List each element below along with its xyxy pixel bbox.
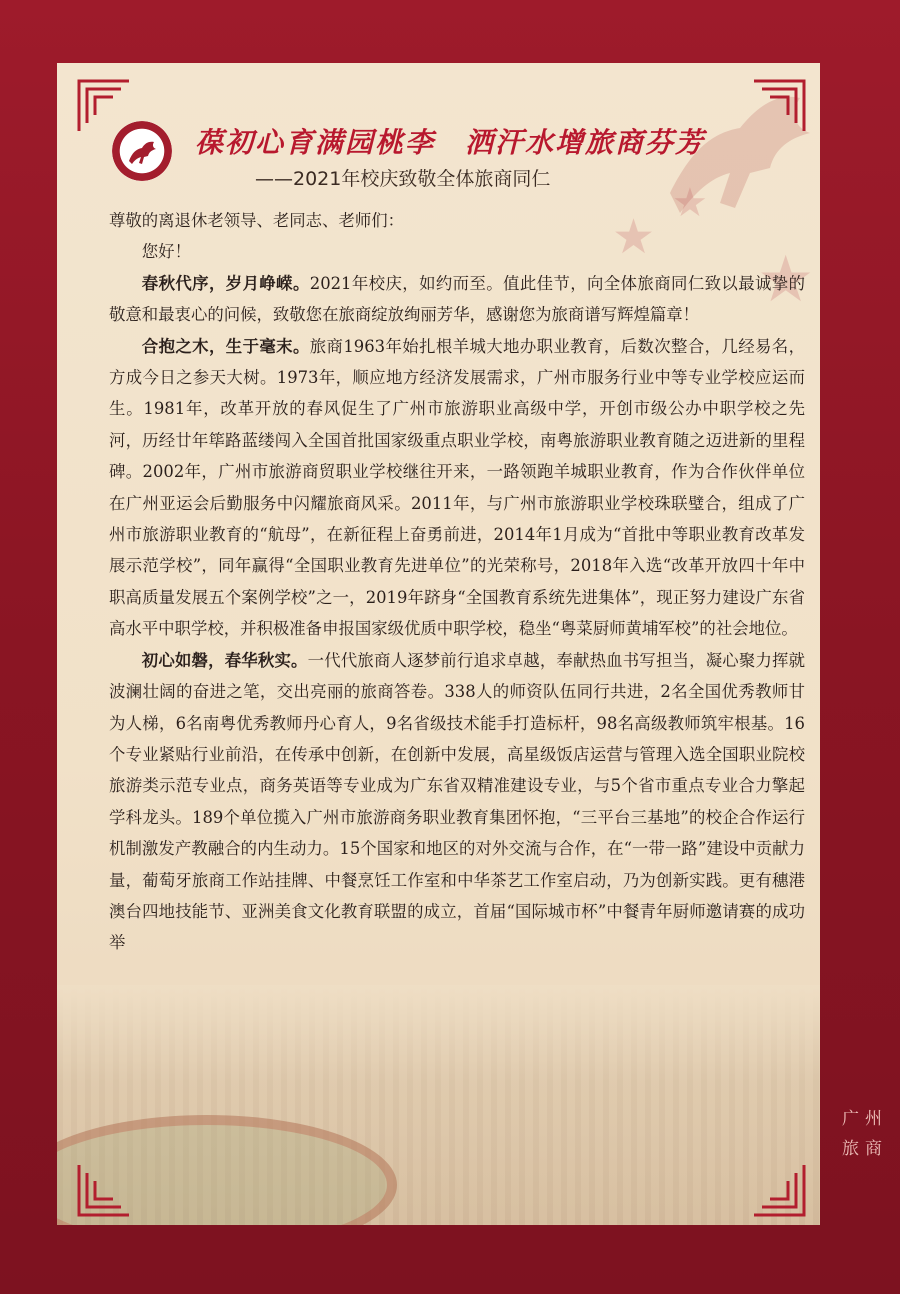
side-caption: 广州 旅商	[842, 1109, 888, 1159]
paragraph-lead: 春秋代序，岁月峥嵘。	[141, 273, 310, 293]
paragraph-lead: 初心如磐，春华秋实。	[141, 650, 308, 670]
paragraph	[109, 268, 805, 331]
corner-ornament-icon	[750, 1161, 808, 1219]
salutation: 尊敬的离退休老领导、老同志、老师们：	[109, 211, 405, 230]
corner-ornament-icon	[75, 1161, 133, 1219]
page-title: 葆初心育满园桃李 洒汗水增旅商芬芳	[195, 126, 706, 159]
letter-body	[109, 205, 805, 959]
paragraph	[109, 645, 805, 959]
page-subtitle: ——2021年校庆致敬全体旅商同仁	[255, 168, 551, 190]
letter-paper	[57, 63, 820, 1225]
star-icon: ★	[672, 180, 708, 226]
paragraph-body: 一代代旅商人逐梦前行追求卓越，奉献热血书写担当，凝心聚力挥就波澜壮阔的奋进之笔，交出亮丽的旅商答卷。338人的师资队伍同行共进，2名全国优秀教师甘为人梯，6名南粤优秀教师丹心育人，9名省级技术能手打造标杆，98名高级教师筑牢根基。16个专业紧贴行业前沿，在传承中创新，在创新中发展，高星级饭店运营与管理入选全国职业院校旅游类示范专业点，商务英语等专业成为广东省双精准建设专业，与5个省市重点专业合力擎起学科龙头。189个单位揽入广州市旅游商务职业教育集团怀抱，“三平台三基地”的校企合作运行机制激发产教融合的内生动力。15个国家和地区的对外交流与合作，在“一带一路”建设中贡献力量，葡萄牙旅商工作站挂牌、中餐烹饪工作室和中华茶艺工作室启动，乃为创新实践。更有穗港澳台四地技能节、亚洲美食文化教育联盟的成立，首届“国际城市杯”中餐青年厨师邀请赛的成功举	[109, 650, 806, 953]
paragraph-body: 2021年校庆，如约而至。值此佳节，向全体旅商同仁致以最诚挚的敬意和最衷心的问候，致敬您在旅商绽放绚丽芳华，感谢您为旅商谱写辉煌篇章！	[109, 273, 805, 325]
star-icon: ★	[612, 209, 656, 265]
horse-icon	[126, 137, 158, 165]
paragraph-lead: 合抱之木，生于毫末。	[141, 336, 310, 356]
star-icon: ★	[757, 243, 815, 317]
paragraph	[109, 331, 805, 645]
greeting: 您好！	[141, 242, 191, 262]
school-logo	[112, 121, 172, 181]
paragraph-body: 旅商1963年始扎根羊城大地办职业教育，后数次整合，几经易名，方成今日之参天大树。1973年，顺应地方经济发展需求，广州市服务行业中等专业学校应运而生。1981年，改革开放的春风促生了广州市旅游职业高级中学，开创市级公办中职学校之先河，历经廿年筚路蓝缕闯入全国首批国家级重点职业学校，南粤旅游职业教育随之迈进新的里程碑。2002年，广州市旅游商贸职业学校继往开来，一路领跑羊城职业教育，作为合作伙伴单位在广州亚运会后勤服务中闪耀旅商风采。2011年，与广州市旅游职业学校珠联璧合，组成了广州市旅游职业教育的“航母”，在新征程上奋勇前进，2014年1月成为“首批中等职业教育改革发展示范学校”，同年赢得“全国职业教育先进单位”的光荣称号，2018年入选“改革开放四十年中职高质量发展五个案例学校”之一，2019年跻身“全国教育系统先进集体”，现正努力建设广东省高水平中职学校，并积极准备申报国家级优质中职学校，稳坐“粤菜厨师黄埔军校”的社会地位。	[109, 336, 805, 639]
